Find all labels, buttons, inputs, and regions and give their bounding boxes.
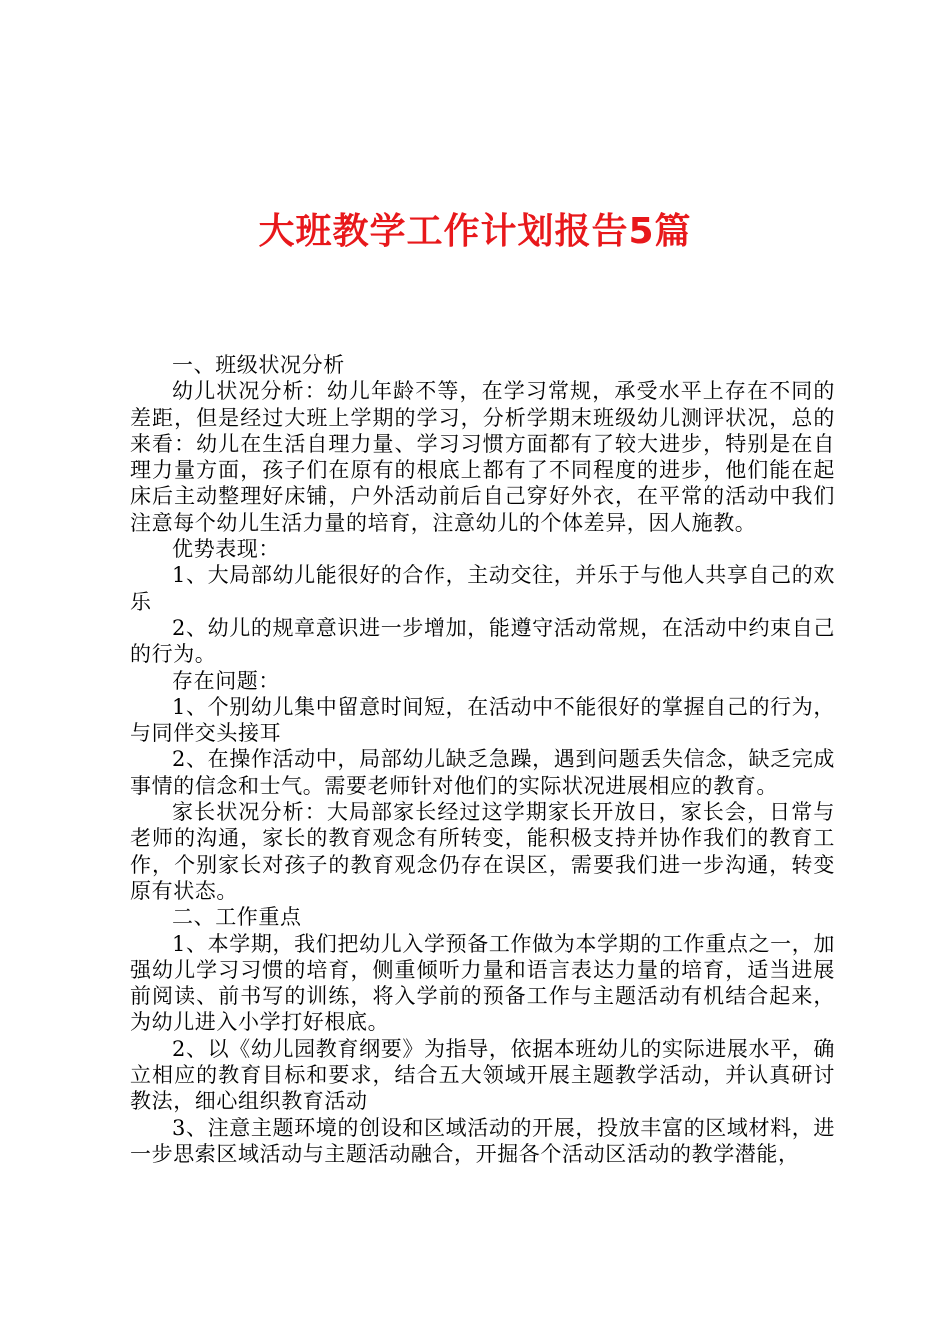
- section-heading-class-status: 一、班级状况分析: [172, 353, 345, 377]
- list-item-focus-1: 1、本学期，我们把幼儿入学预备工作做为本学期的工作重点之一，加强幼儿学习习惯的培育，侧重倾听力量和语言表达力量的培育，适当进展前阅读、前书写的训练，将入学前的预备工作与主题活动有机结合起来，为幼儿进入小学打好根底。: [130, 931, 835, 1035]
- subheading-strengths: 优势表现：: [172, 537, 280, 562]
- paragraph-parent-status: 家长状况分析：大局部家长经过这学期家长开放日，家长会，日常与老师的沟通，家长的教育观念有所转变，能积极支持并协作我们的教育工作，个别家长对孩子的教育观念仍存在误区，需要我们进一步沟通，转变原有状态。: [130, 800, 835, 903]
- list-item-focus-3: 3、注意主题环境的创设和区域活动的开展，投放丰富的区域材料，进一步思索区域活动与主题活动融合，开掘各个活动区活动的教学潜能，: [130, 1115, 835, 1166]
- subheading-problems: 存在问题：: [172, 668, 280, 693]
- list-item-problem-1: 1、个别幼儿集中留意时间短，在活动中不能很好的掌握自己的行为，与同伴交头接耳: [130, 694, 835, 746]
- section-heading-work-focus: 二、工作重点: [172, 905, 302, 930]
- list-item-strength-2: 2、幼儿的规章意识进一步增加，能遵守活动常规，在活动中约束自己的行为。: [130, 615, 835, 667]
- document-body: [130, 352, 835, 1167]
- list-item-strength-1: 1、大局部幼儿能很好的合作，主动交往，并乐于与他人共享自己的欢乐: [130, 563, 835, 614]
- list-item-focus-2: 2、以《幼儿园教育纲要》为指导，依据本班幼儿的实际进展水平，确立相应的教育目标和要求，结合五大领域开展主题教学活动，并认真研讨教法，细心组织教育活动: [130, 1036, 835, 1114]
- list-item-problem-2: 2、在操作活动中，局部幼儿缺乏急躁，遇到问题丢失信念，缺乏完成事情的信念和士气。需要老师针对他们的实际状况进展相应的教育。: [130, 747, 835, 798]
- paragraph-child-status: 幼儿状况分析：幼儿年龄不等，在学习常规，承受水平上存在不同的差距，但是经过大班上学期的学习，分析学期末班级幼儿测评状况，总的来看：幼儿在生活自理力量、学习习惯方面都有了较大进步，特别是在自理力量方面，孩子们在原有的根底上都有了不同程度的进步，他们能在起床后主动整理好床铺，户外活动前后自己穿好外衣，在平常的活动中我们注意每个幼儿生活力量的培育，注意幼儿的个体差异，因人施教。: [130, 379, 835, 535]
- document-title: 大班教学工作计划报告5篇: [258, 211, 692, 252]
